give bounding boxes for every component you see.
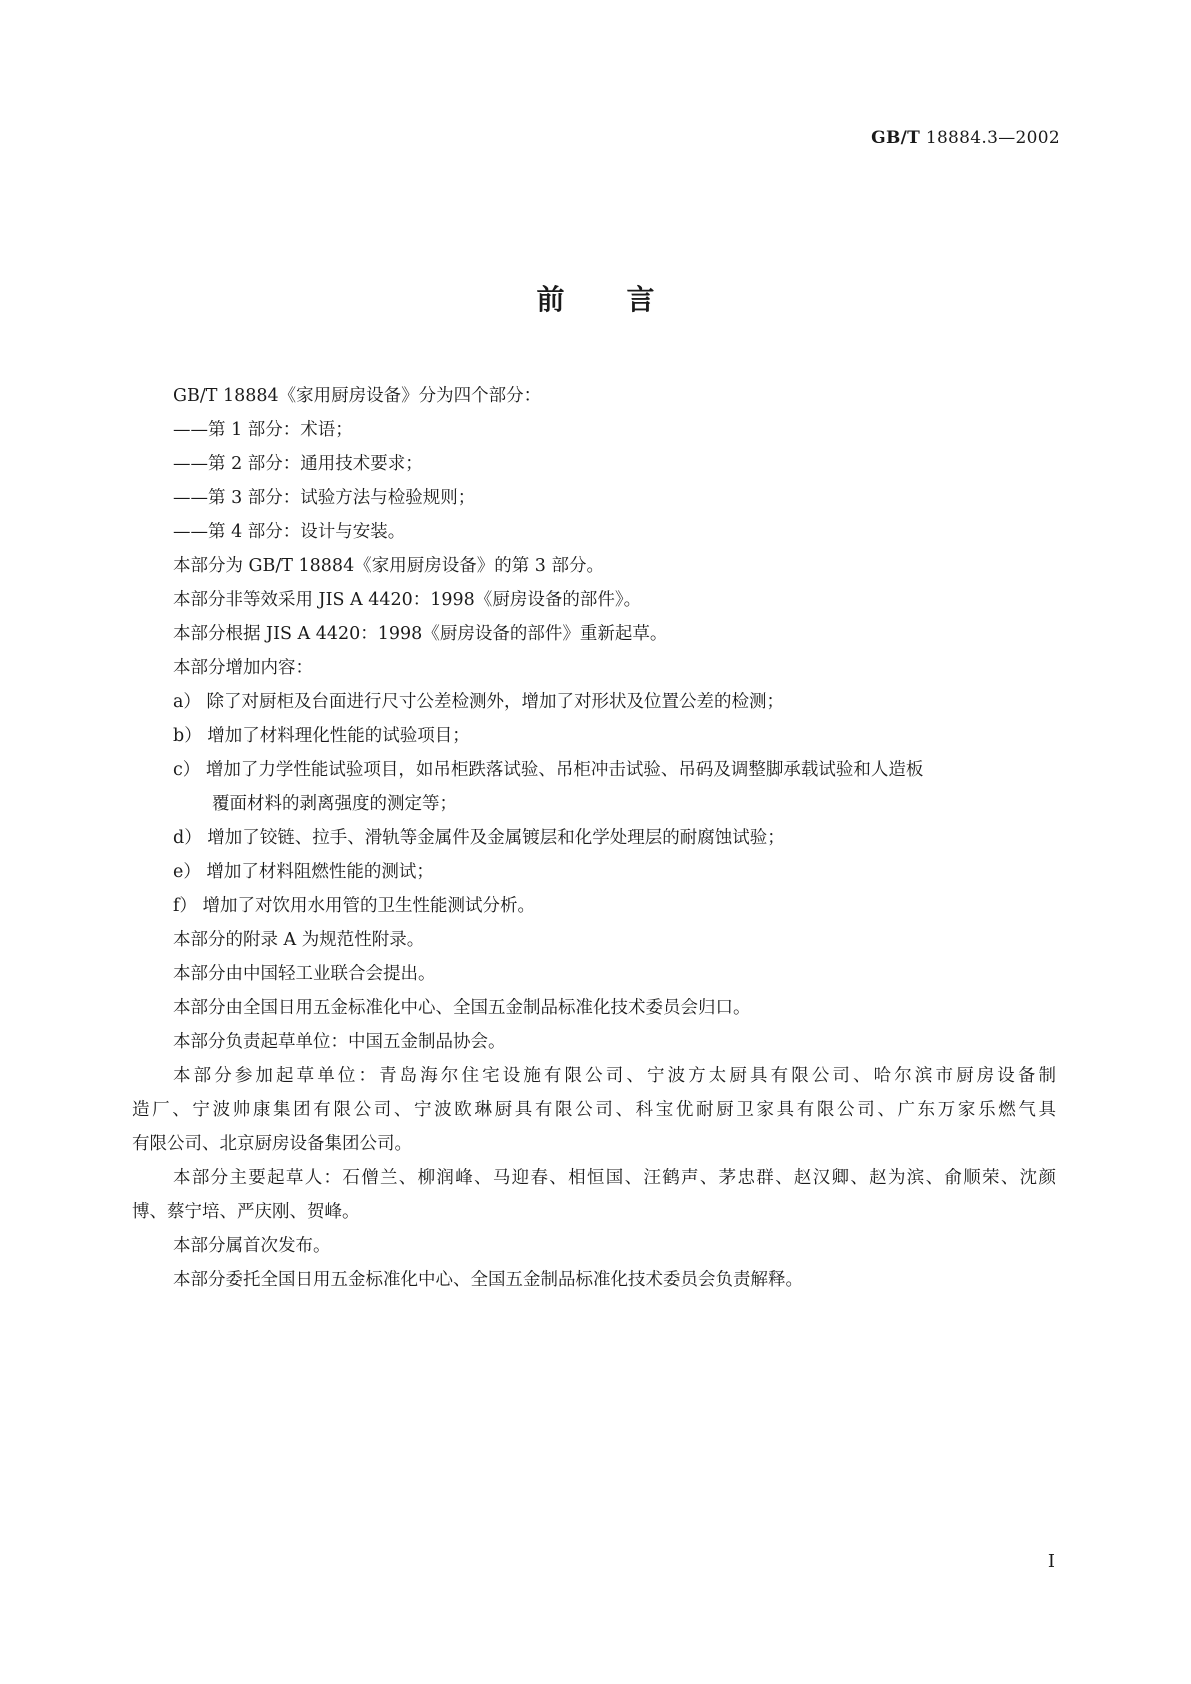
foreword-body — [132, 379, 1056, 1297]
list-item: b） 增加了材料理化性能的试验项目； — [173, 726, 470, 746]
text-line: 本部分由全国日用五金标准化中心、全国五金制品标准化技术委员会归口。 — [173, 998, 751, 1018]
text-line: 本部分非等效采用 JIS A 4420：1998《厨房设备的部件》。 — [173, 590, 642, 610]
text-line: 本部分参加起草单位：青岛海尔住宅设施有限公司、宁波方太厨具有限公司、哈尔滨市厨房设备制 — [173, 1066, 1056, 1086]
standard-code-prefix: GB/T — [871, 128, 921, 148]
text-line: 本部分负责起草单位：中国五金制品协会。 — [173, 1032, 506, 1052]
text-line: 本部分根据 JIS A 4420：1998《厨房设备的部件》重新起草。 — [173, 624, 668, 644]
text-line: 本部分属首次发布。 — [173, 1236, 331, 1256]
text-line: 本部分为 GB/T 18884《家用厨房设备》的第 3 部分。 — [173, 556, 604, 576]
list-item: ——第 1 部分：术语； — [173, 420, 353, 440]
text-line: 本部分由中国轻工业联合会提出。 — [173, 964, 436, 984]
text-line-continuation: 造厂、宁波帅康集团有限公司、宁波欧琳厨具有限公司、科宝优耐厨卫家具有限公司、广东万家乐燃气具 — [132, 1100, 1056, 1120]
list-item: d） 增加了铰链、拉手、滑轨等金属件及金属镀层和化学处理层的耐腐蚀试验； — [173, 828, 785, 848]
list-item: ——第 3 部分：试验方法与检验规则； — [173, 488, 476, 508]
list-item: c） 增加了力学性能试验项目，如吊柜跌落试验、吊柜冲击试验、吊码及调整脚承载试验和人造板 — [173, 760, 924, 780]
text-line: GB/T 18884《家用厨房设备》分为四个部分： — [173, 386, 542, 406]
list-item: ——第 2 部分：通用技术要求； — [173, 454, 423, 474]
standard-code — [871, 128, 1060, 148]
page-number: Ⅰ — [1047, 1551, 1055, 1572]
text-line-continuation: 博、蔡宁培、严庆刚、贺峰。 — [132, 1202, 360, 1222]
list-item: e） 增加了材料阻燃性能的测试； — [173, 862, 434, 882]
text-line: 本部分增加内容： — [173, 658, 313, 678]
text-line: 本部分委托全国日用五金标准化中心、全国五金制品标准化技术委员会负责解释。 — [173, 1270, 803, 1290]
text-line: 本部分主要起草人：石僧兰、柳润峰、马迎春、相恒国、汪鹤声、茅忠群、赵汉卿、赵为滨、俞顺荣、沈颜 — [173, 1168, 1056, 1188]
standard-code-number: 18884.3—2002 — [920, 128, 1060, 148]
list-item: f） 增加了对饮用水用管的卫生性能测试分析。 — [173, 896, 536, 916]
page-title: 前言 — [536, 283, 717, 316]
list-item: ——第 4 部分：设计与安装。 — [173, 522, 406, 542]
text-line: 本部分的附录 A 为规范性附录。 — [173, 930, 425, 950]
list-item-continuation: 覆面材料的剥离强度的测定等； — [212, 794, 457, 814]
text-line-continuation: 有限公司、北京厨房设备集团公司。 — [132, 1134, 412, 1154]
list-item: a） 除了对厨柜及台面进行尺寸公差检测外，增加了对形状及位置公差的检测； — [173, 692, 784, 712]
